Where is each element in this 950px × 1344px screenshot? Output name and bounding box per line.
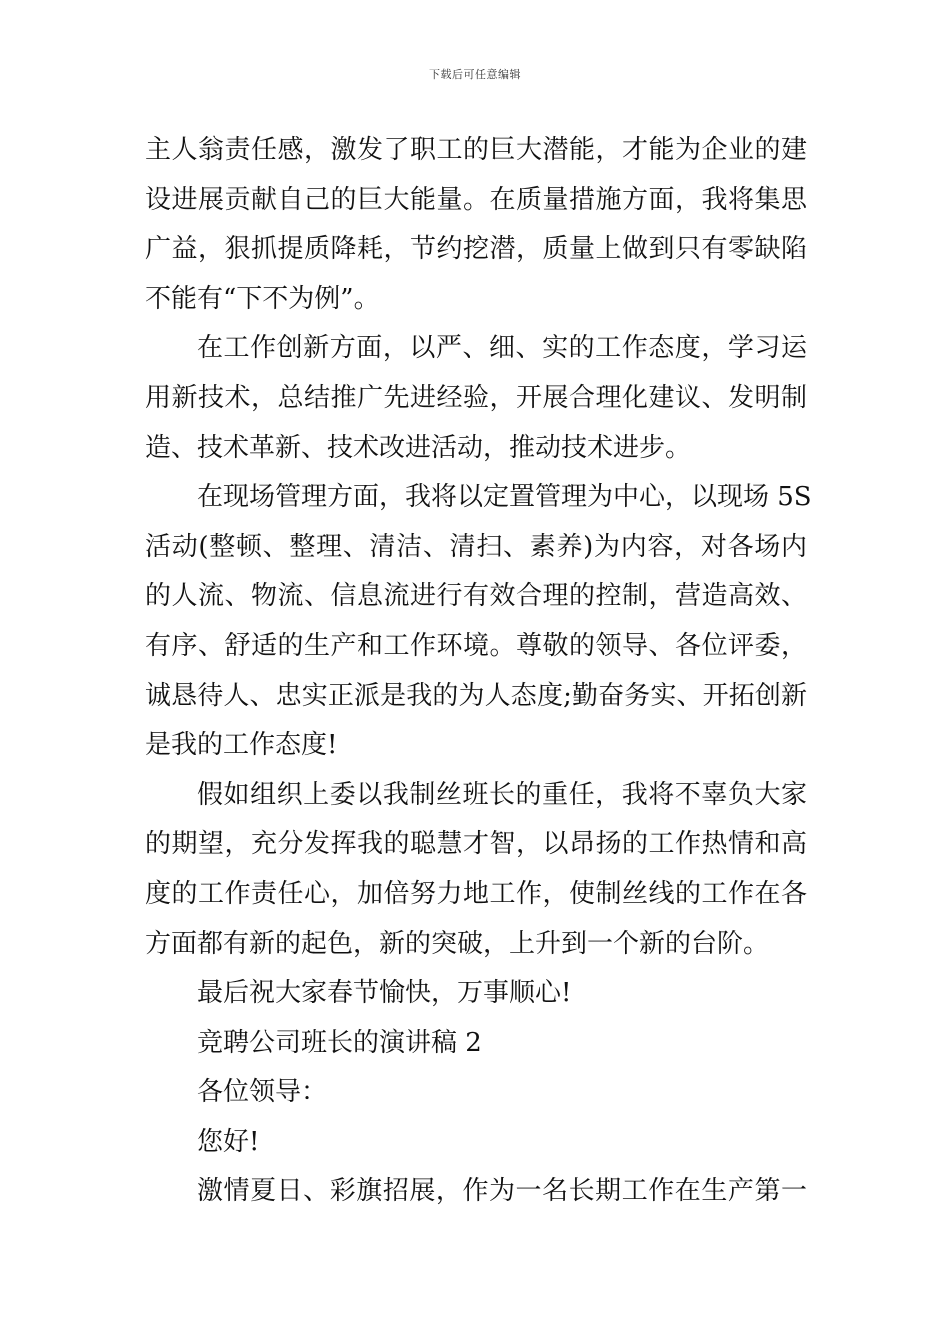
text-line: 活动(整顿、整理、清洁、清扫、素养)为内容，对各场内: [145, 531, 807, 562]
text-line: 设进展贡献自己的巨大能量。在质量措施方面，我将集思: [145, 184, 807, 215]
text-line: 主人翁责任感，激发了职工的巨大潜能，才能为企业的建: [145, 135, 807, 165]
paragraph-start-line: 激情夏日、彩旗招展，作为一名长期工作在生产第一: [197, 1176, 807, 1207]
text-line: 不能有“下不为例”。: [145, 283, 380, 314]
text-line: 方面都有新的起色，新的突破，上升到一个新的台阶。: [145, 928, 770, 959]
text-line: 度的工作责任心，加倍努力地工作，使制丝线的工作在各: [145, 878, 807, 909]
section-title: 竞聘公司班长的演讲稿 2: [197, 1027, 482, 1058]
text-line: 用新技术，总结推广先进经验，开展合理化建议、发明制: [145, 382, 807, 413]
text-line: 的人流、物流、信息流进行有效合理的控制，营造高效、: [145, 581, 807, 612]
text-line: 有序、舒适的生产和工作环境。尊敬的领导、各位评委，: [145, 630, 807, 661]
document-body: [145, 126, 812, 1217]
salutation: 各位领导：: [197, 1077, 328, 1108]
paragraph-start-line: 在现场管理方面，我将以定置管理为中心，以现场 5S: [197, 482, 812, 513]
text-line: 造、技术革新、技术改进活动，推动技术进步。: [145, 432, 692, 463]
text-line: 是我的工作态度!: [145, 730, 338, 761]
text-line: 诚恳待人、忠实正派是我的为人态度;勤奋务实、开拓创新: [145, 680, 807, 711]
text-line: 广益，狠抓提质降耗，节约挖潜，质量上做到只有零缺陷: [145, 234, 807, 265]
greeting: 您好!: [197, 1126, 260, 1157]
paragraph-start-line: 假如组织上委以我制丝班长的重任，我将不辜负大家: [197, 779, 807, 810]
paragraph-start-line: 在工作创新方面，以严、细、实的工作态度，学习运: [197, 333, 807, 364]
text-line: 的期望，充分发挥我的聪慧才智，以昂扬的工作热情和高: [145, 829, 807, 860]
page-header: 下载后可任意编辑: [429, 68, 521, 81]
paragraph-start-line: 最后祝大家春节愉快，万事顺心!: [197, 978, 572, 1009]
